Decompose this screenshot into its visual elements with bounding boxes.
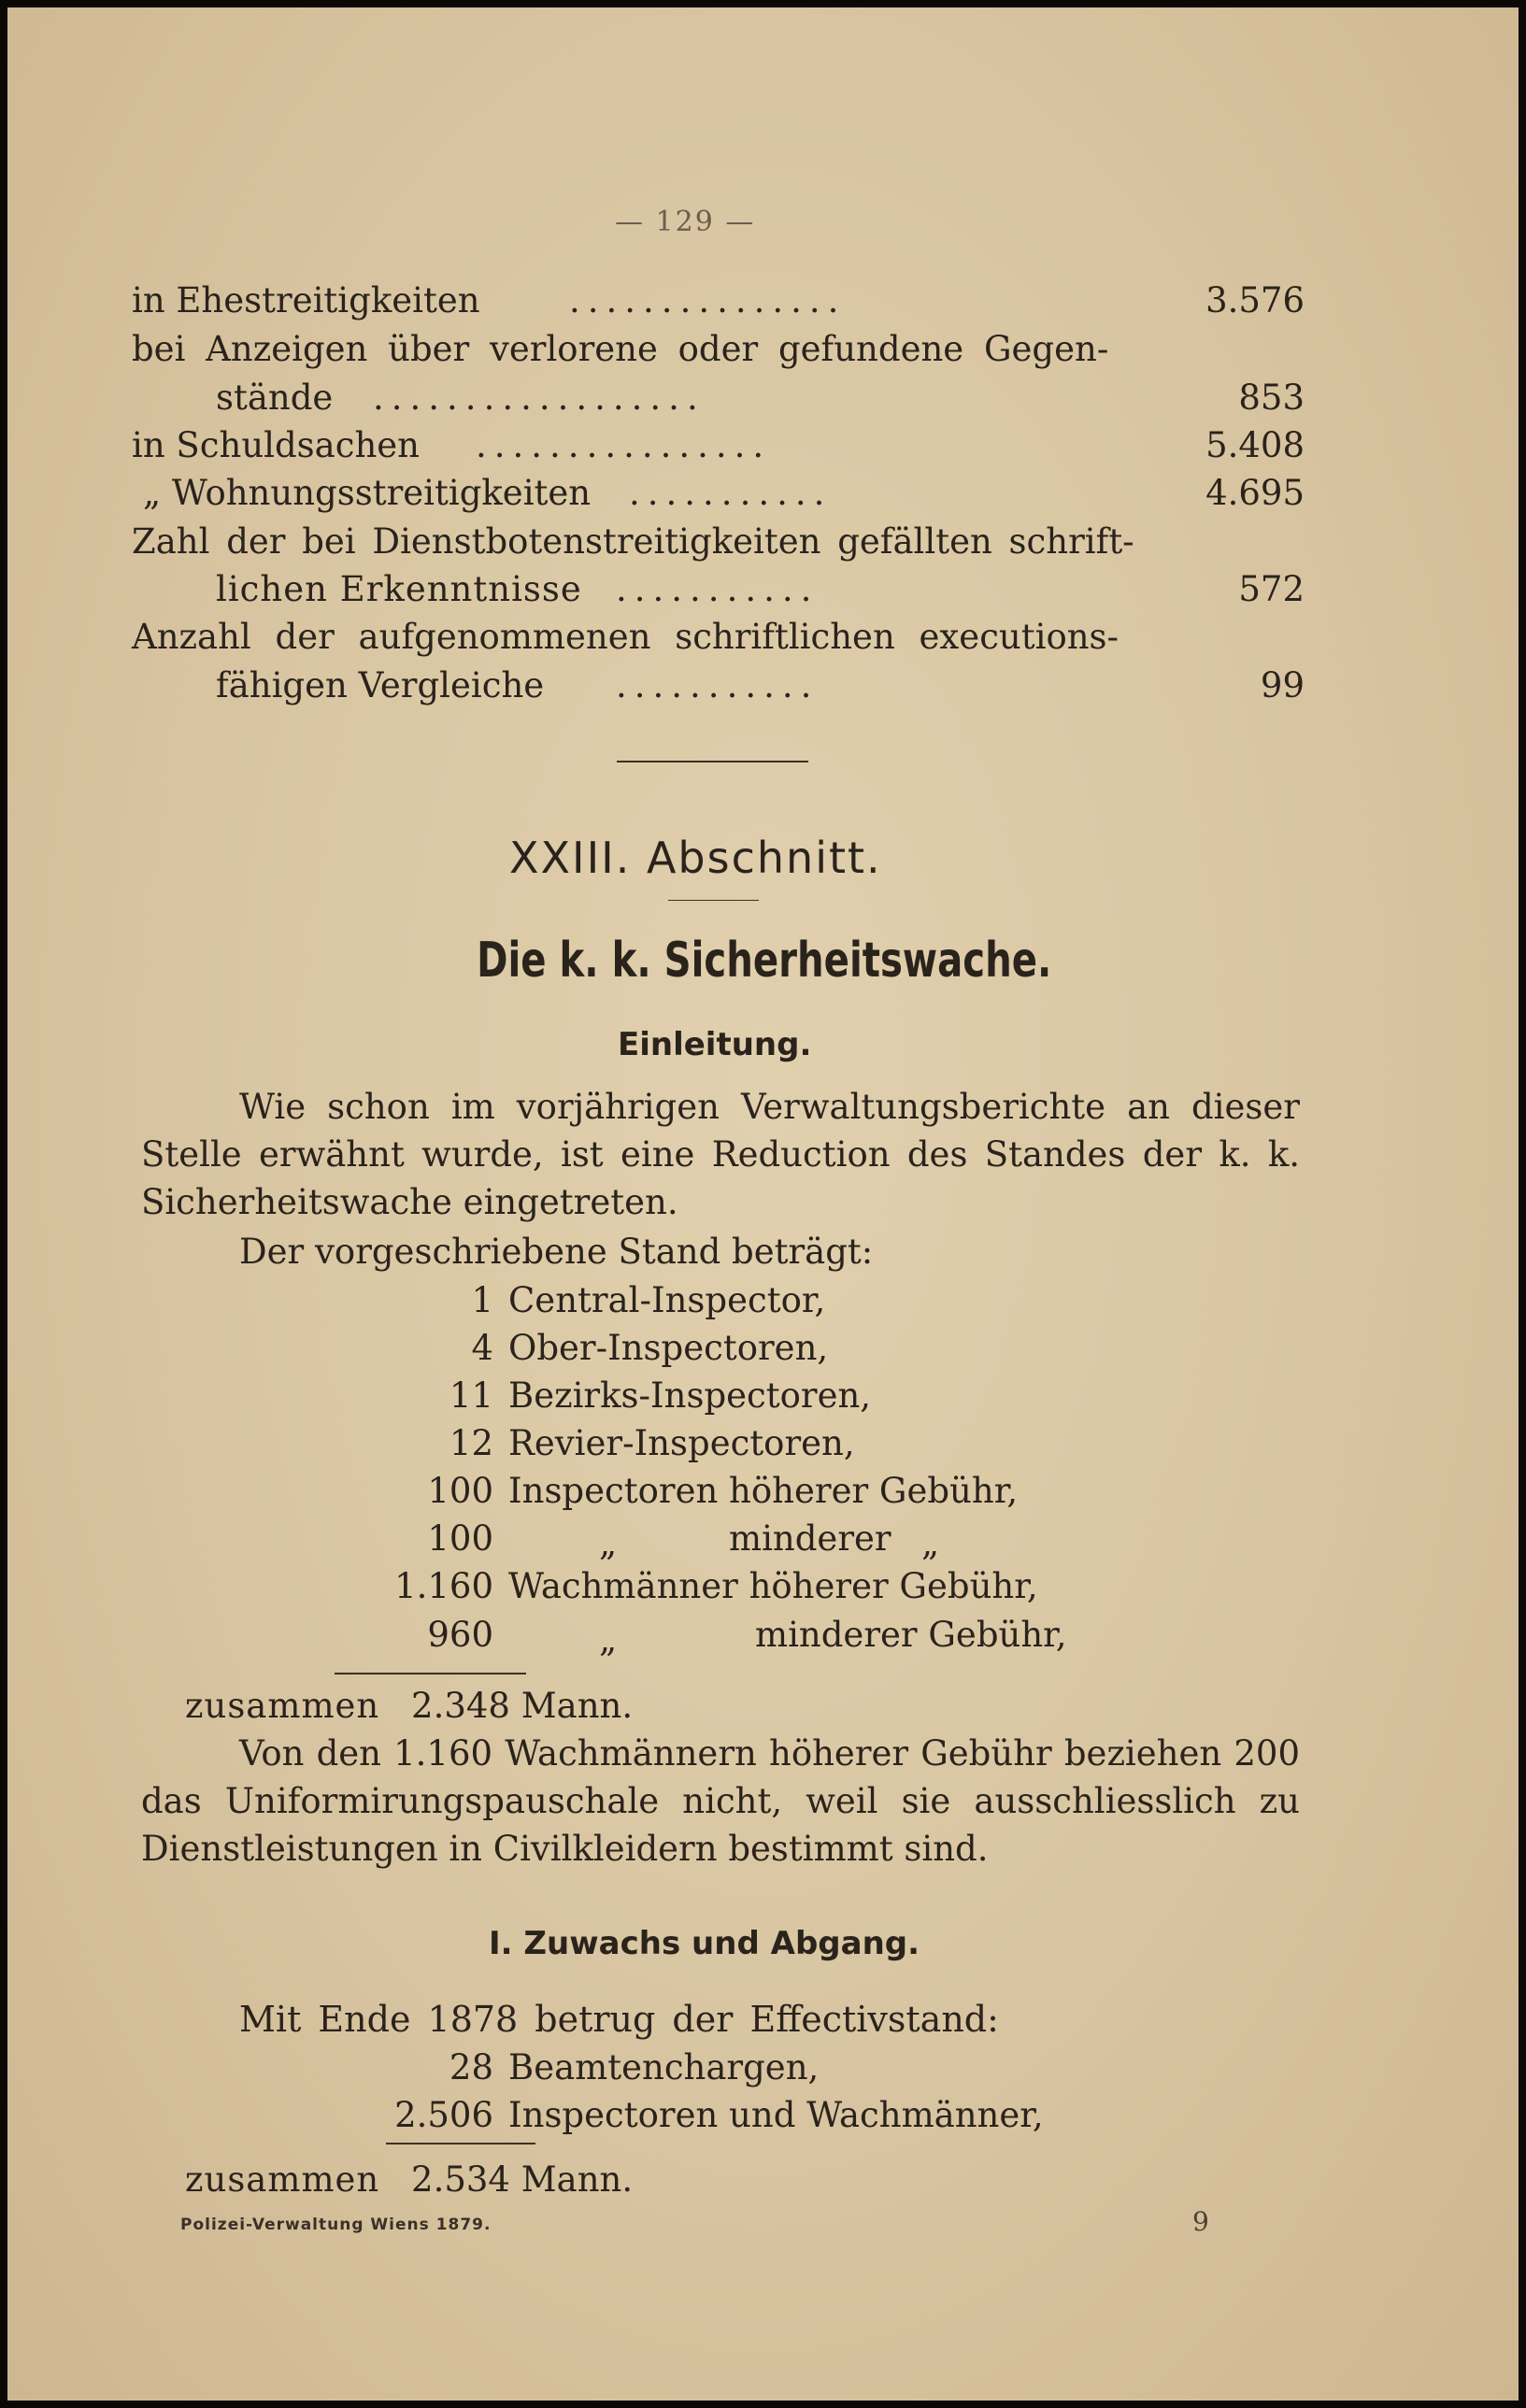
total-value: 2.348 xyxy=(411,1686,510,1726)
stand-intro: Der vorgeschriebene Stand beträgt: xyxy=(239,1232,874,1272)
stat-value: 4.695 xyxy=(1205,473,1305,513)
leader-dots: ........... xyxy=(616,665,820,705)
stat-row xyxy=(132,521,1305,562)
list-number: 12 xyxy=(449,1423,493,1463)
change-heading: I. Zuwachs und Abgang. xyxy=(489,1925,920,1962)
uniform-line: das Uniformirungspauschale nicht, weil sie ausschliesslich zu xyxy=(141,1781,1300,1821)
stat-label: „ Wohnungsstreitigkeiten xyxy=(143,473,592,513)
effective-total xyxy=(185,2159,633,2200)
total-value: 2.534 xyxy=(411,2159,510,2200)
stat-value: 3.576 xyxy=(1205,280,1305,321)
ditto-mark: „ xyxy=(599,1523,618,1563)
leader-dots: ................ xyxy=(476,425,772,465)
total-unit: Mann. xyxy=(521,1686,634,1726)
uniform-line: Von den 1.160 Wachmännern höherer Gebühr beziehen 200 xyxy=(239,1733,1300,1774)
list-text: Inspectoren höherer Gebühr, xyxy=(508,1471,1019,1511)
leader-dots: ........... xyxy=(629,473,833,513)
list-number: 100 xyxy=(427,1518,493,1559)
total-word: zusammen xyxy=(185,1686,380,1726)
stat-value: 5.408 xyxy=(1205,425,1305,465)
section-heading: XXIII. Abschnitt. xyxy=(509,833,882,883)
divider-rule xyxy=(617,761,808,762)
stat-row xyxy=(132,425,1305,465)
stat-label: in Ehestreitigkeiten xyxy=(132,280,480,321)
section-title: Die k. k. Sicherheitswache. xyxy=(477,933,1052,989)
footer-publication: Polizei-Verwaltung Wiens 1879. xyxy=(180,2216,492,2234)
intro-line: Wie schon im vorjährigen Verwaltungsberichte an dieser xyxy=(239,1087,1300,1127)
stat-label: Anzahl der aufgenommenen schriftlichen executions- xyxy=(132,617,1120,657)
stand-total xyxy=(185,1686,633,1726)
intro-line: Sicherheitswache eingetreten. xyxy=(141,1182,678,1222)
stat-label: bei Anzeigen über verlorene oder gefundene Gegen- xyxy=(132,329,1109,369)
leader-dots: ............... xyxy=(569,280,847,321)
list-number: 4 xyxy=(471,1328,493,1368)
stat-value: 99 xyxy=(1260,665,1305,705)
intro-line: Stelle erwähnt wurde, ist eine Reduction des Standes der k. k. xyxy=(141,1134,1300,1175)
list-number: 1.160 xyxy=(394,1566,493,1606)
list-text: minderer Gebühr, xyxy=(755,1615,1067,1655)
ditto-mark: „ xyxy=(599,1619,618,1660)
list-number: 100 xyxy=(427,1471,493,1511)
stat-row xyxy=(132,329,1305,369)
stat-row-continued xyxy=(132,665,1305,705)
list-text: Revier-Inspectoren, xyxy=(508,1423,855,1463)
section-title-wrap xyxy=(288,933,1241,989)
document-page xyxy=(7,7,1519,2401)
list-number: 2.506 xyxy=(394,2095,493,2135)
stat-row xyxy=(132,280,1305,321)
list-text: Ober-Inspectoren, xyxy=(508,1328,829,1368)
intro-heading: Einleitung. xyxy=(618,1026,812,1063)
stat-row xyxy=(132,617,1305,657)
stat-row-continued xyxy=(132,380,1305,418)
sum-rule xyxy=(335,1673,526,1674)
uniform-line: Dienstleistungen in Civilkleidern bestimmt sind. xyxy=(141,1829,989,1869)
stat-label: Zahl der bei Dienstbotenstreitigkeiten gefällten schrift- xyxy=(132,521,1134,562)
total-unit: Mann. xyxy=(521,2159,634,2200)
list-text: Inspectoren und Wachmänner, xyxy=(508,2095,1044,2135)
ditto-mark: „ xyxy=(921,1523,940,1563)
effective-intro: Mit Ende 1878 betrug der Effectivstand: xyxy=(239,1999,999,2040)
stat-value: 572 xyxy=(1238,569,1305,609)
stat-label-cont: stände xyxy=(216,378,334,418)
list-number: 960 xyxy=(427,1615,493,1655)
list-text: Central-Inspector, xyxy=(508,1280,826,1320)
stat-row xyxy=(132,473,1305,513)
list-number: 1 xyxy=(471,1280,493,1320)
stat-label-cont: lichen Erkenntnisse xyxy=(216,569,582,609)
stat-row-continued xyxy=(132,569,1305,609)
list-text: Wachmänner höherer Gebühr, xyxy=(508,1566,1038,1606)
page-number: — 129 — xyxy=(615,206,756,238)
footer-signature: 9 xyxy=(1192,2206,1209,2237)
divider-rule xyxy=(668,900,759,901)
list-text: Bezirks-Inspectoren, xyxy=(508,1375,872,1416)
list-text: Beamtenchargen, xyxy=(508,2047,820,2087)
stat-label: in Schuldsachen xyxy=(132,425,420,465)
leader-dots: ........... xyxy=(616,569,820,609)
list-text: minderer xyxy=(729,1518,891,1559)
leader-dots: .................. xyxy=(373,378,706,418)
list-number: 11 xyxy=(449,1375,493,1416)
stat-label-cont: fähigen Vergleiche xyxy=(216,665,545,705)
list-number: 28 xyxy=(449,2047,493,2087)
sum-rule xyxy=(386,2143,535,2144)
stat-value: 853 xyxy=(1238,378,1305,418)
total-word: zusammen xyxy=(185,2159,380,2200)
